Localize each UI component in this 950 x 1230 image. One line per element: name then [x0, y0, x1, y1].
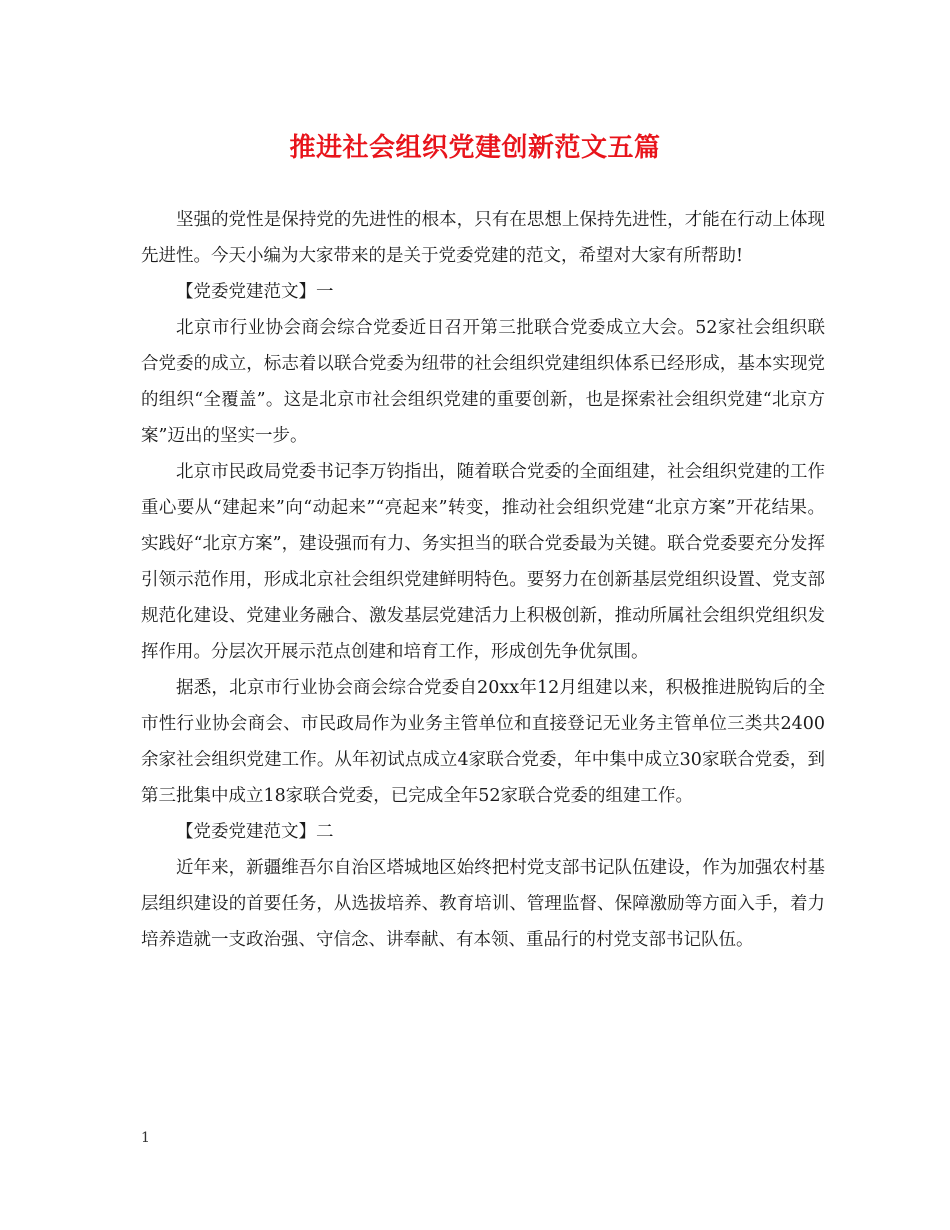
paragraph-1: 北京市行业协会商会综合党委近日召开第三批联合党委成立大会。52家社会组织联合党委的成立，标志着以联合党委为纽带的社会组织党建组织体系已经形成，基本实现党的组织“全覆盖”。这是北京市社会组织党建的重要创新，也是探索社会组织党建“北京方案”迈出的坚实一步。	[141, 318, 825, 446]
document-title: 推进社会组织党建创新范文五篇	[289, 133, 661, 163]
paragraph-3: 据悉，北京市行业协会商会综合党委自20xx年12月组建以来，积极推进脱钩后的全市性行业协会商会、市民政局作为业务主管单位和直接登记无业务主管单位三类共2400余家社会组织党建工作。从年初试点成立4家联合党委，年中集中成立30家联合党委，到第三批集中成立18家联合党委，已完成全年52家联合党委的组建工作。	[141, 678, 825, 806]
page-number: 1	[141, 1130, 150, 1146]
section-heading-1: 【党委党建范文】一	[176, 282, 334, 302]
paragraph-2: 北京市民政局党委书记李万钧指出，随着联合党委的全面组建，社会组织党建的工作重心要从“建起来”向“动起来”“亮起来”转变，推动社会组织党建“北京方案”开花结果。实践好“北京方案”，建设强而有力、务实担当的联合党委最为关键。联合党委要充分发挥引领示范作用，形成北京社会组织党建鲜明特色。要努力在创新基层党组织设置、党支部规范化建设、党建业务融合、激发基层党建活力上积极创新，推动所属社会组织党组织发挥作用。分层次开展示范点创建和培育工作，形成创先争优氛围。	[141, 462, 825, 662]
section-heading-2: 【党委党建范文】二	[176, 822, 334, 842]
paragraph-4: 近年来，新疆维吾尔自治区塔城地区始终把村党支部书记队伍建设，作为加强农村基层组织建设的首要任务，从选拔培养、教育培训、管理监督、保障激励等方面入手，着力培养造就一支政治强、守信念、讲奉献、有本领、重品行的村党支部书记队伍。	[141, 858, 825, 950]
intro-paragraph: 坚强的党性是保持党的先进性的根本，只有在思想上保持先进性，才能在行动上体现先进性。今天小编为大家带来的是关于党委党建的范文，希望对大家有所帮助!	[141, 210, 825, 266]
document-body	[141, 202, 825, 958]
